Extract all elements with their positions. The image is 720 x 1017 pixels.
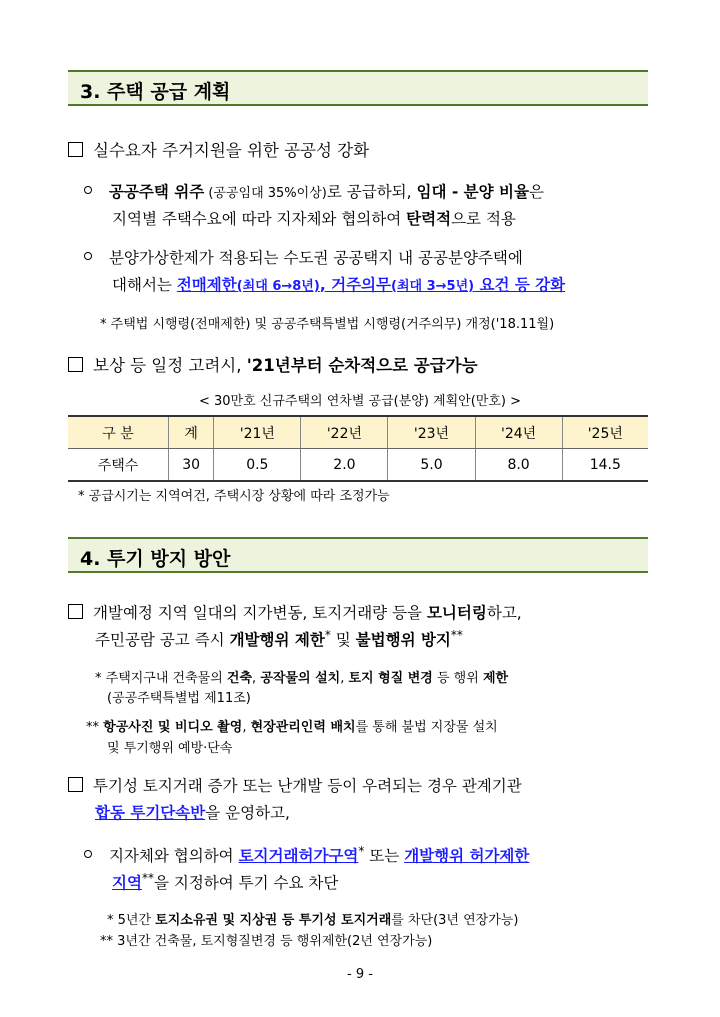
footnote-law-amendment: * 주택법 시행령(전매제한) 및 공공주택특별법 시행령(거주의무) 개정('18.11월) xyxy=(100,317,555,332)
sub-item-land-permit: 지자체와 협의하여 토지거래허가구역* 또는 개발행위 허가제한 xyxy=(84,844,529,866)
table-row xyxy=(68,449,648,482)
table-cell: 0.5 xyxy=(214,449,301,482)
footnote-illegal-activity-line2: 및 투기행위 예방·단속 xyxy=(107,741,233,756)
checkbox-square-icon xyxy=(68,142,83,157)
footnote-building-restriction: ** 3년간 건축물, 토지형질변경 등 행위제한(2년 연장가능) xyxy=(100,934,433,949)
table-cell: 주택수 xyxy=(68,449,169,482)
bullet-supply-schedule: 보상 등 일정 고려시, '21년부터 순차적으로 공급가능 xyxy=(68,352,478,376)
bullet-speculation-crackdown-line2: 합동 투기단속반을 운영하고, xyxy=(95,804,290,822)
table-cell: 2.0 xyxy=(301,449,388,482)
table-header-cell: 구 분 xyxy=(68,416,169,449)
section-3-title: 3. 주택 공급 계획 xyxy=(80,81,231,103)
table-header-cell: '24년 xyxy=(475,416,562,449)
checkbox-square-icon xyxy=(68,604,83,619)
footnote-supply-timing: * 공급시기는 지역여건, 주택시장 상황에 따라 조정가능 xyxy=(78,489,390,504)
bullet-speculation-crackdown: 투기성 토지거래 증가 또는 난개발 등이 우려되는 경우 관계기관 xyxy=(68,774,522,796)
footnote-land-transaction: * 5년간 토지소유권 및 지상권 등 투기성 토지거래를 차단(3년 연장가능) xyxy=(107,913,519,928)
sub-item-public-housing-ratio: 공공주택 위주 (공공임대 35%이상)로 공급하되, 임대 - 분양 비율은 xyxy=(84,180,544,202)
table-header-cell: '23년 xyxy=(388,416,475,449)
footnote-development-restriction: * 주택지구내 건축물의 건축, 공작물의 설치, 토지 형질 변경 등 행위 제한 xyxy=(95,671,509,686)
page-number: - 9 - xyxy=(347,967,373,982)
supply-plan-table xyxy=(68,415,648,482)
sub-item-price-cap: 분양가상한제가 적용되는 수도권 공공택지 내 공공분양주택에 xyxy=(84,246,523,268)
sub-item-public-housing-ratio-line2: 지역별 주택수요에 따라 지자체와 협의하여 탄력적으로 적용 xyxy=(112,210,516,228)
bullet-monitoring: 개발예정 지역 일대의 지가변동, 토지거래량 등을 모니터링하고, xyxy=(68,601,522,623)
table-header-cell: 계 xyxy=(169,416,214,449)
table-cell: 8.0 xyxy=(475,449,562,482)
section-4-header xyxy=(68,537,648,573)
sub-item-price-cap-line2: 대해서는 전매제한(최대 6→8년), 거주의무(최대 3→5년) 요건 등 강화 xyxy=(112,276,566,294)
table-header-row xyxy=(68,416,648,449)
footnote-illegal-activity: ** 항공사진 및 비디오 촬영, 현장관리인력 배치를 통해 불법 지장물 설치 xyxy=(86,720,498,735)
table-header-cell: '21년 xyxy=(214,416,301,449)
table-cell: 14.5 xyxy=(562,449,648,482)
table-header-cell: '22년 xyxy=(301,416,388,449)
bullet-monitoring-line2: 주민공람 공고 즉시 개발행위 제한* 및 불법행위 방지** xyxy=(95,628,463,650)
table-cell: 5.0 xyxy=(388,449,475,482)
section-4-title: 4. 투기 방지 방안 xyxy=(80,548,231,570)
checkbox-square-icon xyxy=(68,357,83,372)
table-header-cell: '25년 xyxy=(562,416,648,449)
checkbox-square-icon xyxy=(68,777,83,792)
table-cell: 30 xyxy=(169,449,214,482)
bullet-public-housing: 실수요자 주거지원을 위한 공공성 강화 xyxy=(68,137,369,161)
circle-bullet-icon xyxy=(84,850,92,858)
circle-bullet-icon xyxy=(84,252,92,260)
table-caption: < 30만호 신규주택의 연차별 공급(분양) 계획안(만호) > xyxy=(198,394,521,409)
circle-bullet-icon xyxy=(84,186,92,194)
footnote-development-restriction-line2: (공공주택특별법 제11조) xyxy=(107,691,251,706)
sub-item-land-permit-line2: 지역**을 지정하여 투기 수요 차단 xyxy=(112,871,339,893)
section-3-header xyxy=(68,70,648,106)
